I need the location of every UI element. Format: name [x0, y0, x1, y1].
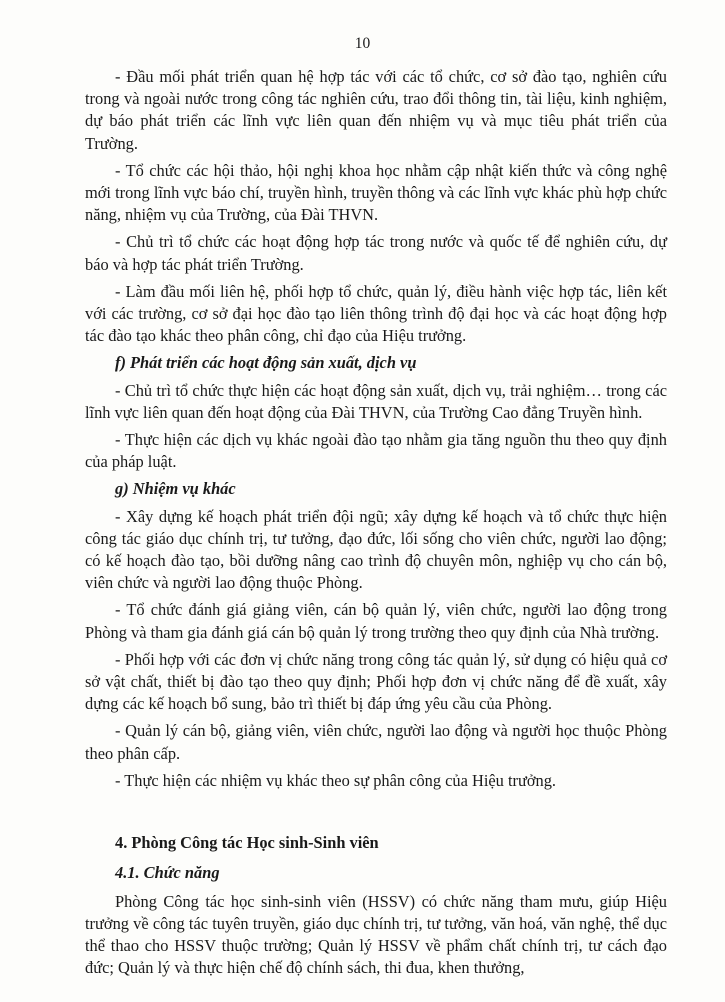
- subheading-functions: 4.1. Chức năng: [115, 863, 220, 883]
- page-number: 10: [354, 35, 371, 52]
- paragraph-liaison-universities: - Làm đầu mối liên hệ, phối hợp tổ chức, quản lý, điều hành việc hợp tác, liên kết với các trường, cơ sở đại học đào tạo liên thông trình độ đại học và các hoạt động hợp tác đào tạo khác theo phân công, chỉ đạo của Hiệu trưởng.: [85, 281, 667, 346]
- paragraph-staff-development: - Xây dựng kế hoạch phát triển đội ngũ; xây dựng kế hoạch và tổ chức thực hiện công tác giáo dục chính trị, tư tưởng, đạo đức, lối sống cho viên chức, người lao động; có kế hoạch đào tạo, bồi dưỡng nâng cao trình độ chuyên môn, nghiệp vụ cho cán bộ, viên chức và người lao động thuộc Phòng.: [85, 506, 667, 593]
- page-content: [85, 66, 667, 984]
- paragraph-organize-conferences: - Tổ chức các hội thảo, hội nghị khoa học nhằm cập nhật kiến thức và công nghệ mới trong lĩnh vực báo chí, truyền hình, truyền thông và các lĩnh vực khác phù hợp chức năng, nhiệm vụ của Trường, của Đài THVN.: [85, 160, 667, 225]
- section-title-student-affairs: 4. Phòng Công tác Học sinh-Sinh viên: [115, 833, 379, 853]
- paragraph-student-affairs-functions: Phòng Công tác học sinh-sinh viên (HSSV) có chức năng tham mưu, giúp Hiệu trưởng về công tác tuyên truyền, giáo dục chính trị, tư tưởng, văn hoá, văn nghệ, thể dục thể thao cho HSSV thuộc trường; Quản lý HSSV về phẩm chất chính trị, tư cách đạo đức; Quản lý và thực hiện chế độ chính sách, thi đua, khen thưởng,: [85, 891, 667, 978]
- paragraph-production-activities: - Chủ trì tổ chức thực hiện các hoạt động sản xuất, dịch vụ, trải nghiệm… trong các lĩnh vực liên quan đến hoạt động của Đài THVN, của Trường Cao đẳng Truyền hình.: [85, 380, 667, 422]
- paragraph-staff-evaluation: - Tổ chức đánh giá giảng viên, cán bộ quản lý, viên chức, người lao động trong Phòng và tham gia đánh giá cán bộ quản lý trong trường theo quy định của Nhà trường.: [85, 600, 667, 642]
- subheading-production-services: f) Phát triển các hoạt động sản xuất, dịch vụ: [115, 353, 417, 373]
- paragraph-assigned-tasks: - Thực hiện các nhiệm vụ khác theo sự phân công của Hiệu trưởng.: [115, 770, 557, 790]
- subheading-other-tasks: g) Nhiệm vụ khác: [115, 479, 236, 499]
- paragraph-personnel-management: - Quản lý cán bộ, giảng viên, viên chức, người lao động và người học thuộc Phòng theo phân cấp.: [85, 721, 667, 763]
- paragraph-other-services: - Thực hiện các dịch vụ khác ngoài đào tạo nhằm gia tăng nguồn thu theo quy định của pháp luật.: [85, 430, 667, 472]
- paragraph-lead-cooperation: - Chủ trì tổ chức các hoạt động hợp tác trong nước và quốc tế để nghiên cứu, dự báo và hợp tác phát triển Trường.: [85, 232, 667, 274]
- paragraph-facility-management: - Phối hợp với các đơn vị chức năng trong công tác quản lý, sử dụng có hiệu quả cơ sở vật chất, thiết bị đào tạo theo quy định; Phối hợp đơn vị chức năng để đề xuất, xây dựng các kế hoạch bổ sung, bảo trì thiết bị đáp ứng yêu cầu của Phòng.: [85, 649, 667, 714]
- paragraph-coordination-partnerships: - Đầu mối phát triển quan hệ hợp tác với các tổ chức, cơ sở đào tạo, nghiên cứu trong và ngoài nước trong công tác nghiên cứu, trao đổi thông tin, tài liệu, kinh nghiệm, dự báo phát triển các lĩnh vực liên quan đến nhiệm vụ và mục tiêu phát triển của Trường.: [85, 67, 667, 153]
